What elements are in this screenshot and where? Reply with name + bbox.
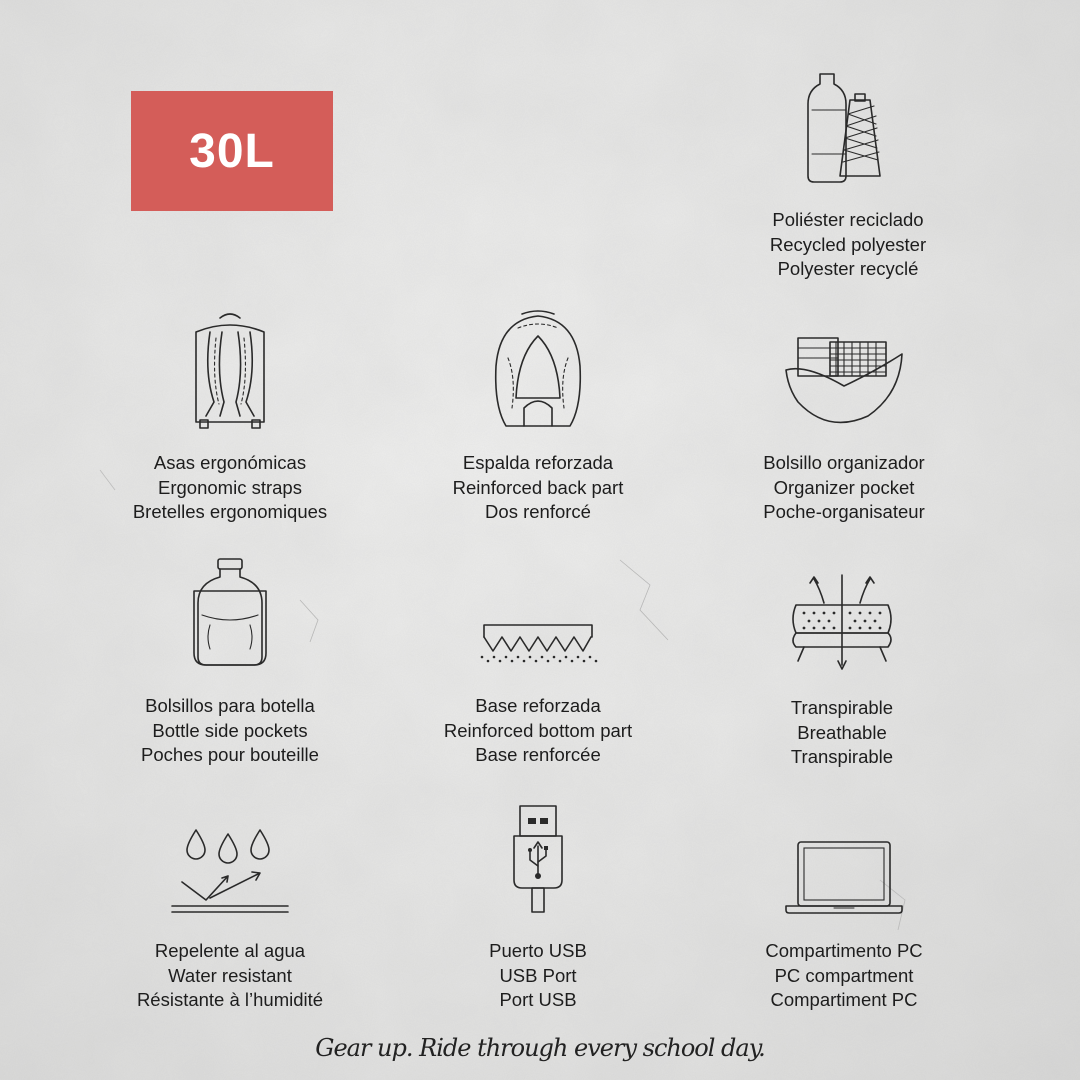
- tagline: Gear up. Ride through every school day.: [315, 1034, 765, 1062]
- recycled-label-es: Poliéster reciclado: [772, 209, 924, 230]
- water-drops-icon: [70, 800, 390, 930]
- breathable-label-es: Transpirable: [790, 697, 894, 718]
- usb-label-en: USB Port: [499, 964, 577, 986]
- water-label-es: Repelente al agua: [154, 940, 306, 961]
- water-label-fr: Résistante à l’humidité: [136, 989, 324, 1010]
- pc-label-es: Compartimento PC: [765, 940, 923, 961]
- bottle-label-en: Bottle side pockets: [152, 719, 308, 741]
- back-label-es: Espalda reforzada: [462, 452, 614, 473]
- straps-label-en: Ergonomic straps: [158, 476, 302, 498]
- breathable-label-en: Breathable: [797, 721, 887, 743]
- bottle-pocket-icon: [70, 555, 390, 685]
- backpack-back-icon: [378, 308, 698, 438]
- usb-label-es: Puerto USB: [489, 940, 587, 961]
- organizer-label-en: Organizer pocket: [773, 476, 915, 498]
- usb-plug-icon: [378, 800, 698, 930]
- organizer-pocket-icon: [684, 308, 1004, 438]
- recycled-label-en: Recycled polyester: [769, 233, 927, 255]
- back-label-en: Reinforced back part: [452, 476, 624, 498]
- organizer-label-fr: Poche-organisateur: [763, 501, 925, 522]
- straps-label-fr: Bretelles ergonomiques: [132, 501, 328, 522]
- bottom-label-es: Base reforzada: [475, 695, 601, 716]
- organizer-label-es: Bolsillo organizador: [763, 452, 925, 473]
- pc-label-fr: Compartiment PC: [770, 989, 918, 1010]
- back-label-fr: Dos renforcé: [485, 501, 591, 522]
- water-label-en: Water resistant: [168, 964, 292, 986]
- breathable-label-fr: Transpirable: [790, 746, 894, 767]
- bottom-label-fr: Base renforcée: [475, 744, 601, 765]
- straps-label-es: Asas ergonómicas: [153, 452, 307, 473]
- reinforced-base-icon: [378, 555, 698, 685]
- bottom-label-en: Reinforced bottom part: [443, 719, 633, 741]
- bottle-label-fr: Poches pour bouteille: [141, 744, 319, 765]
- capacity-badge: 30L: [131, 91, 333, 211]
- pc-label-en: PC compartment: [774, 964, 914, 986]
- bottle-label-es: Bolsillos para botella: [145, 695, 315, 716]
- usb-label-fr: Port USB: [499, 989, 577, 1010]
- bottle-yarn-icon: [688, 70, 1008, 200]
- breathable-mesh-icon: [682, 555, 1002, 685]
- backpack-straps-icon: [70, 308, 390, 438]
- laptop-icon: [684, 800, 1004, 930]
- recycled-label-fr: Polyester recyclé: [777, 258, 919, 279]
